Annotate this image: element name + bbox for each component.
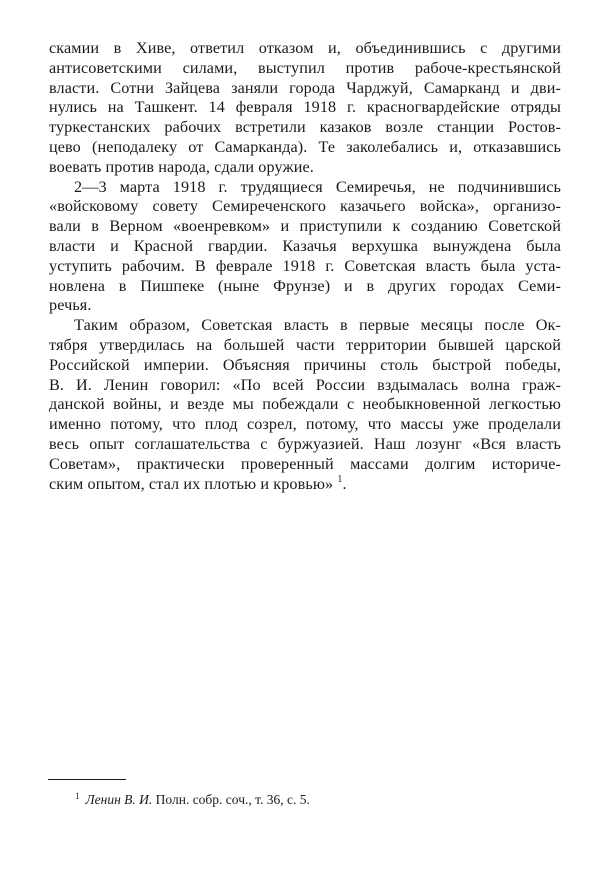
text-line <box>49 336 561 356</box>
text-line <box>49 79 561 99</box>
paragraph <box>49 316 561 494</box>
line-text: власти и Красной гвардии. Казачья верхушка вынуждена была <box>49 236 561 255</box>
line-text: воевать против народа, сдали оружие. <box>49 157 314 176</box>
text-line <box>49 98 561 118</box>
line-text: антисоветскими силами, выступил против рабоче-крестьянской <box>49 58 561 77</box>
text-line <box>49 178 561 198</box>
text-line <box>49 257 561 277</box>
footnote-reference[interactable]: 1 <box>337 473 343 485</box>
text-line <box>49 475 561 495</box>
text-line <box>49 39 561 59</box>
line-text: весь опыт соглашательства с буржуазией. Наш лозунг «Вся власть <box>49 434 561 453</box>
text-line <box>49 296 561 316</box>
footnote-mark: 1 <box>75 791 80 801</box>
line-text: В. И. Ленин говорил: «По всей России вздымалась волна граж- <box>49 375 561 394</box>
text-line <box>49 217 561 237</box>
text-line <box>49 316 561 336</box>
trailing-punctuation: . <box>342 474 347 493</box>
text-line <box>49 435 561 455</box>
line-text: именно потому, что плод созрел, потому, что массы уже проделали <box>49 415 561 434</box>
line-text: цево (неподалеку от Самарканда). Те заколебались и, отказавшись <box>49 137 561 156</box>
line-text: Таким образом, Советская власть в первые месяцы после Ок- <box>74 316 561 335</box>
line-text: Российской империи. Объясняя причины столь быстрой победы, <box>49 355 561 374</box>
page-text <box>49 39 561 494</box>
line-text: речья. <box>49 296 92 315</box>
line-text: ским опытом, стал их плотью и кровью» <box>49 474 334 493</box>
text-line <box>49 356 561 376</box>
text-line <box>49 59 561 79</box>
line-text: новлена в Пишпеке (ныне Фрунзе) и в других городах Семи- <box>49 276 561 295</box>
line-text: данской войны, и везде мы побеждали с необыкновенной легкостью <box>49 395 561 414</box>
text-line <box>49 395 561 415</box>
text-line <box>49 376 561 396</box>
text-line <box>49 158 561 178</box>
line-text: уступить рабочим. В феврале 1918 г. Советская власть была уста- <box>49 256 561 275</box>
paragraph <box>49 178 561 317</box>
footnote-citation: Полн. собр. соч., т. 36, с. 5. <box>152 792 310 807</box>
line-text: 2—3 марта 1918 г. трудящиеся Семиречья, не подчинившись <box>74 177 561 196</box>
footnote-divider <box>48 779 126 780</box>
text-line <box>49 197 561 217</box>
footnote-author: Ленин В. И. <box>85 792 153 807</box>
text-line <box>49 237 561 257</box>
line-text: Советам», практически проверенный массами долгим историче- <box>49 454 561 473</box>
line-text: вали в Верном «военревком» и приступили к созданию Советской <box>49 217 561 236</box>
text-line <box>49 277 561 297</box>
text-line <box>49 118 561 138</box>
line-text: туркестанских рабочих встретили казаков возле станции Ростов- <box>49 118 561 137</box>
line-text: нулись на Ташкент. 14 февраля 1918 г. красногвардейские отряды <box>49 98 561 117</box>
text-line <box>49 415 561 435</box>
footnote <box>75 792 310 808</box>
line-text: власти. Сотни Зайцева заняли города Чарджуй, Самарканд и дви- <box>49 78 561 97</box>
line-text: «войсковому совету Семиреченского казачьего войска», организо- <box>49 197 561 216</box>
text-line <box>49 455 561 475</box>
line-text: тября утвердилась на большей части территории бывшей царской <box>49 335 561 354</box>
paragraph <box>49 39 561 178</box>
text-line <box>49 138 561 158</box>
line-text: скамии в Хиве, ответил отказом и, объединившись с другими <box>49 39 561 57</box>
